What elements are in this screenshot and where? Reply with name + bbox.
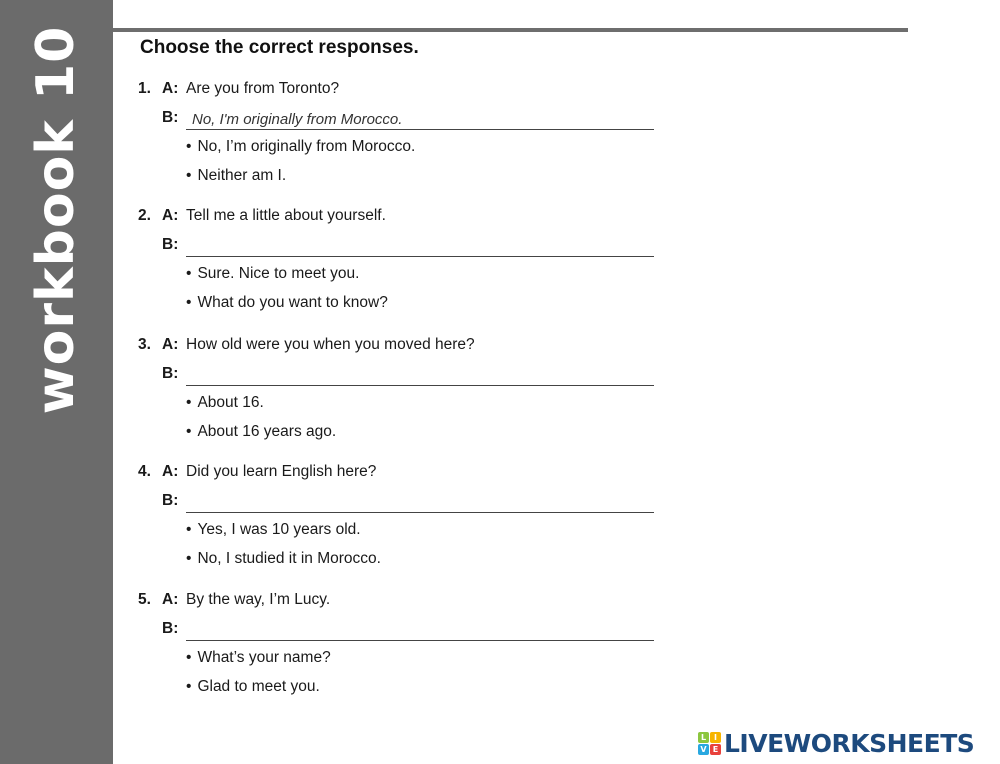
option-3a: • About 16.	[186, 394, 264, 412]
speaker-b-label: B:	[162, 236, 179, 253]
speaker-b-label: B:	[162, 492, 179, 509]
item-number: 1.	[138, 80, 151, 97]
exercise-item-2	[138, 207, 658, 323]
option-1a: • No, I’m originally from Morocco.	[186, 138, 415, 156]
top-divider	[113, 28, 908, 32]
question-text: How old were you when you moved here?	[186, 336, 475, 353]
speaker-a-label: A:	[162, 336, 179, 353]
question-text: Tell me a little about yourself.	[186, 207, 386, 224]
item-number: 3.	[138, 336, 151, 353]
sidebar	[0, 0, 113, 764]
item-number: 4.	[138, 463, 151, 480]
exercise-item-5	[138, 591, 658, 707]
instructions-heading: Choose the correct responses.	[140, 37, 419, 58]
option-5b: • Glad to meet you.	[186, 678, 320, 696]
answer-input-1[interactable]	[186, 109, 654, 130]
live-tiles-icon	[698, 732, 721, 755]
speaker-b-label: B:	[162, 620, 179, 637]
speaker-a-label: A:	[162, 80, 179, 97]
speaker-a-label: A:	[162, 591, 179, 608]
question-text: By the way, I’m Lucy.	[186, 591, 331, 608]
exercise-item-1	[138, 80, 658, 196]
answer-input-4[interactable]	[186, 492, 654, 513]
option-2a: • Sure. Nice to meet you.	[186, 265, 359, 283]
speaker-b-label: B:	[162, 109, 179, 126]
question-text: Did you learn English here?	[186, 463, 377, 480]
tile-e: E	[710, 744, 721, 755]
answer-input-3[interactable]	[186, 365, 654, 386]
logo-text: LIVEWORKSHEETS	[724, 728, 975, 758]
item-number: 2.	[138, 207, 151, 224]
workbook-title: workbook 10	[26, 25, 86, 415]
option-2b: • What do you want to know?	[186, 294, 388, 312]
tile-v: V	[698, 744, 709, 755]
exercise-item-4	[138, 463, 658, 579]
question-text: Are you from Toronto?	[186, 80, 340, 97]
option-4a: • Yes, I was 10 years old.	[186, 521, 361, 539]
answer-input-5[interactable]	[186, 620, 654, 641]
tile-i: I	[710, 732, 721, 743]
option-3b: • About 16 years ago.	[186, 423, 336, 441]
option-5a: • What’s your name?	[186, 649, 331, 667]
answer-input-2[interactable]	[186, 236, 654, 257]
liveworksheets-logo	[698, 730, 974, 756]
speaker-b-label: B:	[162, 365, 179, 382]
option-1b: • Neither am I.	[186, 167, 286, 185]
speaker-a-label: A:	[162, 207, 179, 224]
speaker-a-label: A:	[162, 463, 179, 480]
tile-l: L	[698, 732, 709, 743]
item-number: 5.	[138, 591, 151, 608]
option-4b: • No, I studied it in Morocco.	[186, 550, 381, 568]
exercise-item-3	[138, 336, 658, 452]
